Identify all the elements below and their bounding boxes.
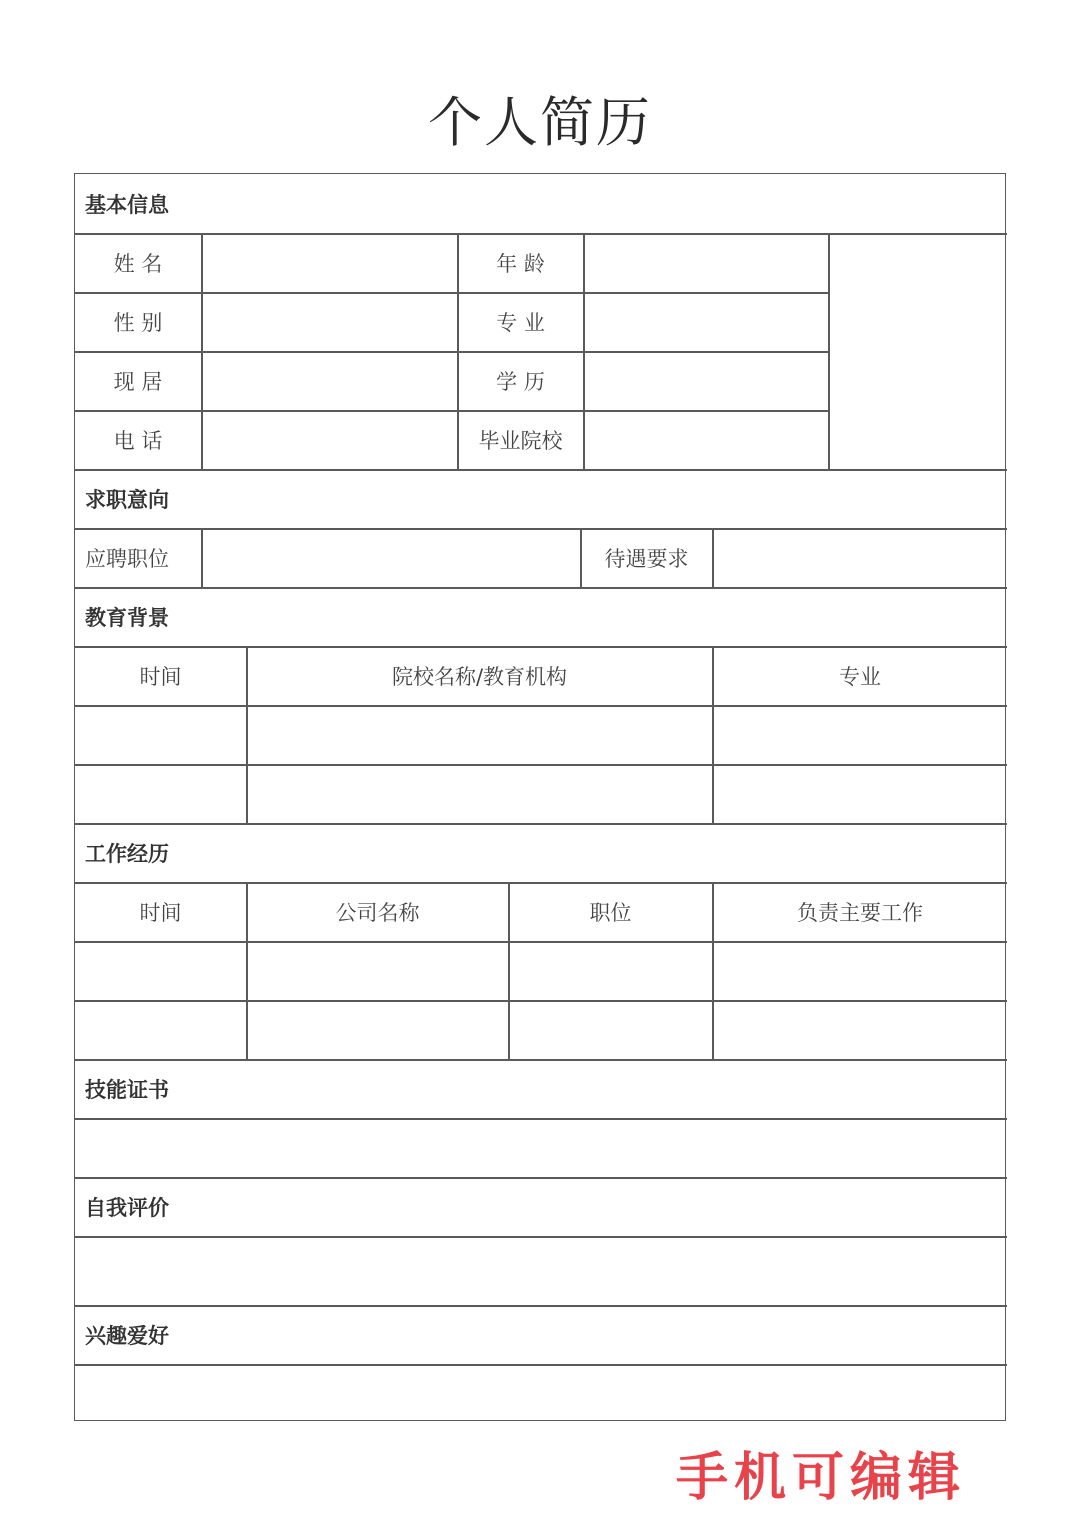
work-header-company: 公司名称 bbox=[335, 900, 420, 925]
label-degree: 学 历 bbox=[496, 369, 545, 394]
section-work-experience: 工作经历 bbox=[85, 841, 169, 866]
label-age: 年 龄 bbox=[496, 251, 545, 276]
label-phone: 电 话 bbox=[113, 428, 163, 453]
page-title: 个人简历 bbox=[428, 91, 652, 154]
work-row-cell[interactable] bbox=[248, 1002, 508, 1059]
work-header-duties: 负责主要工作 bbox=[797, 900, 923, 925]
field-major[interactable] bbox=[585, 294, 828, 351]
section-education: 教育背景 bbox=[85, 605, 169, 630]
field-school[interactable] bbox=[585, 412, 828, 469]
section-hobbies: 兴趣爱好 bbox=[85, 1323, 169, 1348]
row-divider bbox=[75, 823, 1007, 825]
work-row-cell[interactable] bbox=[248, 943, 508, 1000]
label-residence: 现 居 bbox=[113, 369, 163, 394]
work-header-time: 时间 bbox=[139, 900, 182, 925]
edu-row-cell[interactable] bbox=[714, 707, 1005, 764]
editable-watermark: 手机可编辑 bbox=[676, 1448, 967, 1508]
edu-header-time: 时间 bbox=[139, 664, 182, 689]
field-residence[interactable] bbox=[203, 353, 457, 410]
row-divider bbox=[75, 469, 1007, 471]
label-school: 毕业院校 bbox=[478, 428, 563, 453]
field-degree[interactable] bbox=[585, 353, 828, 410]
edu-row-cell[interactable] bbox=[714, 766, 1005, 823]
photo-area[interactable] bbox=[830, 235, 1005, 469]
label-gender: 性 别 bbox=[113, 310, 163, 335]
edu-row-cell[interactable] bbox=[75, 766, 246, 823]
edu-row-cell[interactable] bbox=[248, 766, 712, 823]
field-phone[interactable] bbox=[203, 412, 457, 469]
resume-form bbox=[74, 173, 1006, 1421]
work-row-cell[interactable] bbox=[714, 1002, 1005, 1059]
work-row-cell[interactable] bbox=[75, 943, 246, 1000]
row-divider bbox=[75, 587, 1007, 589]
field-name[interactable] bbox=[203, 235, 457, 292]
field-position[interactable] bbox=[203, 530, 580, 587]
field-salary[interactable] bbox=[714, 530, 1005, 587]
label-major: 专 业 bbox=[496, 310, 545, 335]
work-row-cell[interactable] bbox=[510, 943, 712, 1000]
edu-header-school: 院校名称/教育机构 bbox=[391, 664, 568, 689]
field-age[interactable] bbox=[585, 235, 828, 292]
row-divider bbox=[75, 1059, 1007, 1061]
skills-field[interactable] bbox=[75, 1120, 1005, 1177]
label-salary: 待遇要求 bbox=[604, 546, 689, 571]
work-row-cell[interactable] bbox=[75, 1002, 246, 1059]
edu-row-cell[interactable] bbox=[75, 707, 246, 764]
label-position: 应聘职位 bbox=[85, 546, 169, 571]
edu-header-major: 专业 bbox=[839, 664, 881, 689]
work-header-title: 职位 bbox=[589, 900, 632, 925]
section-skills: 技能证书 bbox=[85, 1077, 169, 1102]
work-row-cell[interactable] bbox=[714, 943, 1005, 1000]
row-divider bbox=[75, 1177, 1007, 1179]
section-job-intent: 求职意向 bbox=[85, 487, 169, 512]
work-row-cell[interactable] bbox=[510, 1002, 712, 1059]
section-self-evaluation: 自我评价 bbox=[85, 1195, 169, 1220]
section-basic-info: 基本信息 bbox=[85, 192, 169, 217]
self-evaluation-field[interactable] bbox=[75, 1238, 1005, 1305]
edu-row-cell[interactable] bbox=[248, 707, 712, 764]
field-gender[interactable] bbox=[203, 294, 457, 351]
hobbies-field[interactable] bbox=[75, 1366, 1005, 1420]
label-name: 姓 名 bbox=[113, 251, 163, 276]
row-divider bbox=[75, 1305, 1007, 1307]
